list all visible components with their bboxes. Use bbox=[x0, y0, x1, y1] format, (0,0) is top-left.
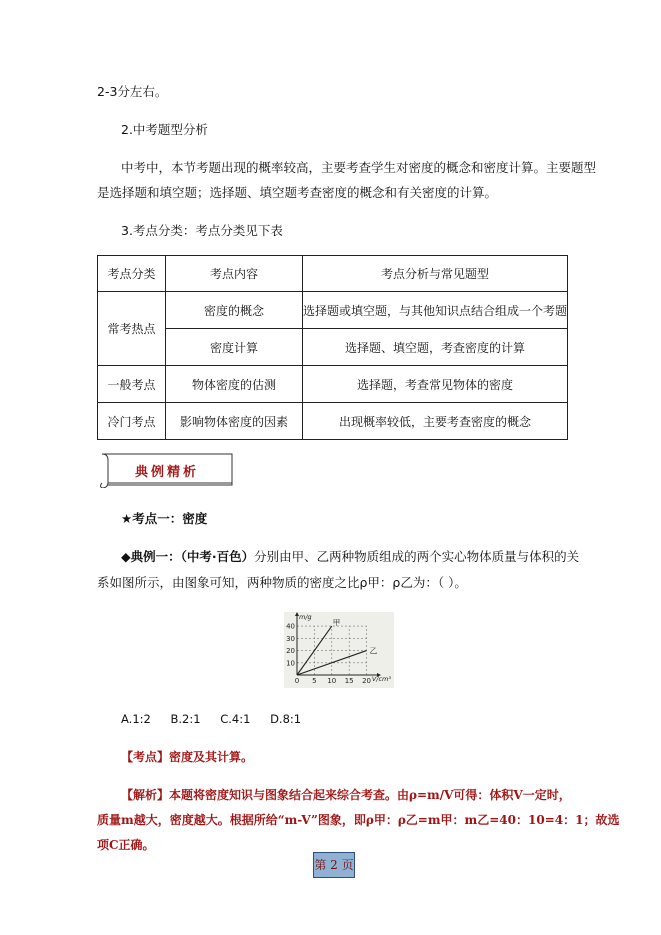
table-header-cell: 考点内容 bbox=[166, 256, 303, 292]
x-tick-label: 20 bbox=[362, 677, 372, 685]
x-axis-label: V/cm³ bbox=[371, 675, 391, 683]
x-tick-label: 0 bbox=[294, 677, 300, 685]
table-header-cell: 考点分类 bbox=[98, 256, 166, 292]
table-cell-analysis: 选择题或填空题，与其他知识点结合组成一个考题 bbox=[303, 292, 568, 329]
table-row bbox=[98, 329, 568, 366]
y-axis-label: m/g bbox=[299, 613, 312, 621]
table-row bbox=[98, 292, 568, 329]
jiexi-line1: 【解析】本题将密度知识与图象结合起来综合考查。由ρ=m/V可得：体积V一定时， bbox=[121, 788, 571, 802]
series-name-label: 乙 bbox=[369, 646, 378, 656]
section-banner bbox=[99, 452, 235, 488]
table-cell-analysis: 选择题，考查常见物体的密度 bbox=[303, 366, 568, 403]
x-tick-label: 10 bbox=[327, 677, 337, 685]
y-tick-label: 40 bbox=[286, 622, 295, 631]
page-number-badge bbox=[313, 852, 355, 878]
example-label: ◆典例一：（中考·百色） bbox=[121, 549, 255, 564]
table-row bbox=[98, 403, 568, 440]
example-text: 分别由甲、乙两种物质组成的两个实心物体质量与体积的关 bbox=[254, 549, 580, 564]
heading-exam-types: 2.中考题型分析 bbox=[121, 122, 208, 137]
table-cell-category: 一般考点 bbox=[98, 366, 166, 403]
table-cell-analysis: 出现概率较低，主要考查密度的概念 bbox=[303, 403, 568, 440]
table-cell-content: 密度计算 bbox=[166, 329, 303, 366]
kaodian-line: 【考点】密度及其计算。 bbox=[121, 750, 254, 764]
x-tick-label: 5 bbox=[312, 677, 317, 685]
series-name-label: 甲 bbox=[332, 618, 341, 628]
table-cell-content: 影响物体密度的因素 bbox=[166, 403, 303, 440]
table-cell-category: 冷门考点 bbox=[98, 403, 166, 440]
table-cell-content: 密度的概念 bbox=[166, 292, 303, 329]
y-tick-label: 10 bbox=[286, 659, 295, 668]
jiexi-line3: 项C正确。 bbox=[97, 838, 155, 852]
option-a: A.1:2 bbox=[121, 712, 151, 726]
page-number: 第 2 页 bbox=[314, 858, 354, 872]
para-exam-types-line2: 是选择题和填空题；选择题、填空题考查密度的概念和有关密度的计算。 bbox=[97, 185, 498, 200]
option-c: C.4:1 bbox=[220, 712, 251, 726]
option-b: B.2:1 bbox=[170, 712, 201, 726]
x-tick-label: 15 bbox=[344, 677, 354, 685]
option-d: D.8:1 bbox=[270, 712, 302, 726]
table-header-row bbox=[98, 256, 568, 292]
table-cell-category: 常考热点 bbox=[98, 292, 166, 366]
point-one-heading: ★考点一：密度 bbox=[121, 511, 208, 526]
answer-options bbox=[121, 710, 301, 728]
table-cell-content: 物体密度的估测 bbox=[166, 366, 303, 403]
y-tick-label: 20 bbox=[286, 647, 295, 656]
exam-point-table bbox=[97, 255, 568, 440]
para-exam-types-line1: 中考中，本节考题出现的概率较高，主要考查学生对密度的概念和密度计算。主要题型 bbox=[121, 160, 597, 175]
mass-volume-chart bbox=[284, 612, 394, 688]
banner-title: 典例精析 bbox=[134, 465, 199, 480]
jiexi-line2: 质量m越大，密度越大。根据所给“m-V”图象，即ρ甲：ρ乙=m甲：m乙=40：10=4：1；故选 bbox=[97, 813, 620, 827]
example-line2: 系如图所示，由图象可知，两种物质的密度之比ρ甲：ρ乙为：（ ）。 bbox=[97, 575, 467, 590]
mass-volume-chart-svg bbox=[284, 612, 394, 688]
heading-point-classification: 3.考点分类：考点分类见下表 bbox=[121, 223, 283, 238]
example-line1 bbox=[121, 548, 579, 566]
table-header-cell: 考点分析与常见题型 bbox=[303, 256, 568, 292]
table-row bbox=[98, 366, 568, 403]
table-cell-analysis: 选择题、填空题，考查密度的计算 bbox=[303, 329, 568, 366]
y-tick-label: 30 bbox=[286, 634, 295, 643]
para-top-tail: 2-3分左右。 bbox=[97, 84, 168, 99]
